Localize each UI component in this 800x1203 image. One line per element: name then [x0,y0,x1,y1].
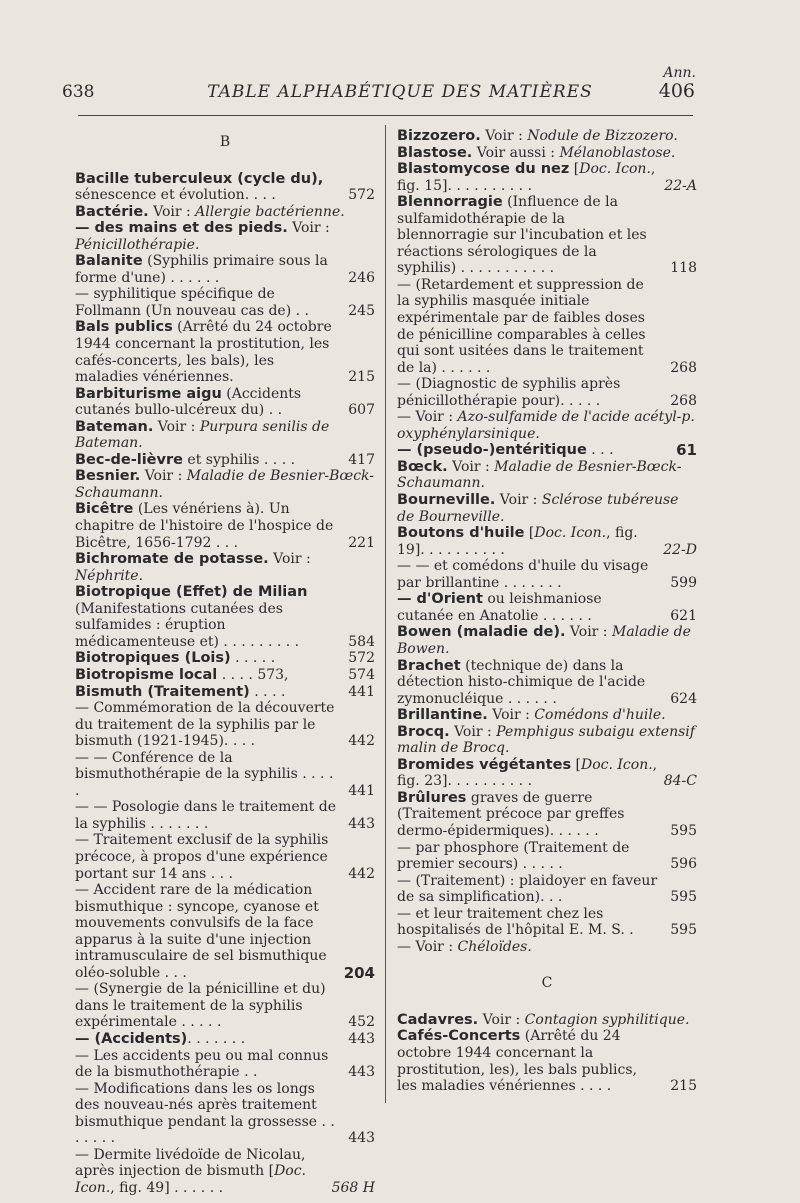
entry-text: — Les accidents peu ou mal connus de la bismuthothérapie . . [75,1047,329,1081]
entry-reference: Maladie de Besnier-Bœck-Schaumann. [397,458,682,492]
entry-text: (Influence de la sulfamidothérapie de la blennorragie sur l'incubation et les réactions sérologiques de la syphilis) . . . . . . . . . . . [397,194,647,277]
index-entry [75,1048,375,1081]
index-entry [75,204,375,221]
entry-text: . . . . . . . [187,1030,246,1047]
entry-keyword: Besnier. [75,468,141,485]
entry-keyword: Blennorragie [397,194,503,211]
entry-keyword: Bowen (maladie de). [397,624,566,641]
entry-text: — Dermite livédoïde de Nicolau, après injection de bismuth [ [75,1146,306,1180]
entry-page-number: 22-D [663,541,697,558]
entry-keyword: Barbiturisme aigu [75,385,222,402]
entry-text: , fig. 19]. . . . . . . . . . [397,525,638,558]
entry-page-number: 245 [348,302,375,319]
entry-text: — — et comédons d'huile du visage par brillantine . . . . . . . [397,558,649,591]
entry-keyword: Bateman. [75,418,154,435]
left-column [75,128,375,1196]
entry-keyword: Bec-de-lièvre [75,451,183,468]
entry-text: Voir : [478,1011,525,1028]
entry-page-number: 443 [348,1064,375,1081]
index-entry [75,667,375,684]
entry-keyword: Bicêtre [75,501,134,518]
entry-keyword: Bals publics [75,319,173,336]
index-entry [75,386,375,419]
entry-page-number: 568 H [331,1179,375,1196]
entry-reference: Pemphigus subaigu extensif malin de Brocq. [397,723,695,757]
entry-page-number: 61 [676,441,697,460]
page-header [0,65,800,112]
header-rule [78,115,693,116]
entry-page-number: 215 [670,1078,697,1095]
entry-reference: Comédons d'huile. [534,707,666,724]
page-number-right: 406 [658,80,695,102]
entry-page-number: 204 [343,963,375,982]
entry-text: . . . . [249,683,286,700]
entry-reference: Maladie de Bowen. [397,624,691,657]
entry-text: — (Synergie de la pénicilline et du) dans le traitement de la syphilis expérimentale . . . . . [75,981,326,1031]
entry-page-number: 599 [670,574,697,591]
index-entry [397,724,697,757]
entry-reference: Doc. Icon. [75,1163,307,1196]
entry-page-number: 443 [348,815,375,832]
entry-keyword: Brachet [397,657,461,674]
index-entry [75,981,375,1031]
index-entry [397,525,697,558]
index-entry [397,409,697,442]
entry-keyword: Boutons d'huile [397,525,525,542]
entry-keyword: Bismuth (Traitement) [75,683,250,700]
entry-keyword: Biotropisme local [75,666,218,683]
entry-reference: Mélanoblastose. [559,144,676,161]
index-entry [397,757,697,790]
index-entry [75,253,375,286]
entry-reference: Doc. Icon. [579,161,651,178]
entry-text: — (Diagnostic de syphilis après pénicillothérapie pour). . . . . [397,376,621,409]
entry-page-number: 572 [348,187,375,204]
entry-text: (Accidents cutanés bullo-ulcéreux du) . . [75,385,302,419]
entry-page-number: 624 [670,690,697,707]
entry-text: Voir aussi : [472,144,560,161]
entry-page-number: 246 [348,269,375,286]
index-entry [397,459,697,492]
entry-text: — (Traitement) : plaidoyer en faveur de sa simplification). . . [397,872,658,906]
entry-page-number: 84-C [663,773,697,790]
index-entry [75,882,375,981]
entry-text: (technique de) dans la détection histo-chimique de l'acide zymonucléique . . . . . . [397,657,646,707]
entry-text: — par phosphore (Traitement de premier secours) . . . . . [397,839,630,873]
entry-text: et syphilis . . . . [182,451,296,468]
index-entry [75,750,375,800]
entry-text: — — Posologie dans le traitement de la syphilis . . . . . . . [75,799,337,832]
entry-keyword: Bichromate de potasse. [75,551,269,568]
entry-text: graves de guerre (Traitement précoce par greffes dermo-épidermiques). . . . . . [397,789,625,839]
entry-keyword: Brûlures [397,789,467,806]
index-entry [397,624,697,657]
index-entry [397,658,697,708]
index-entry [75,419,375,452]
index-entry [75,1031,375,1048]
entry-reference: Pénicillothérapie. [75,236,200,253]
right-entry-list-c [397,1012,697,1095]
entry-page-number: 215 [348,369,375,386]
index-entry [75,1081,375,1147]
entry-text: — Commémoration de la découverte du traitement de la syphilis par le bismuth (1921-1945). . . . [75,700,335,750]
entry-keyword: — des mains et des pieds. [75,220,288,237]
index-entry [397,707,697,724]
index-entry [397,873,697,906]
entry-page-number: 22-A [664,177,697,194]
index-entry [397,939,697,956]
entry-text: Voir : [148,203,196,220]
entry-page-number: 595 [670,889,697,906]
entry-page-number: 572 [348,650,375,667]
entry-page-number: 452 [348,1014,375,1031]
entry-text: . . . [586,442,614,459]
section-letter-b: B [219,134,231,150]
entry-keyword: Bactérie. [75,203,149,220]
entry-text: — Traitement exclusif de la syphilis précoce, à propos d'une expérience portant sur 14 ans . . . [75,832,329,882]
entry-text: , fig. 15]. . . . . . . . . . [397,161,656,194]
section-letter-c: C [541,975,553,992]
entry-reference: Doc. Icon. [534,525,607,542]
entry-page-number: 442 [348,865,375,882]
entry-keyword: Blastose. [397,144,473,161]
entry-text: Voir : [140,468,187,485]
index-entry [75,832,375,882]
entry-reference: Nodule de Bizzozero. [527,128,678,144]
index-entry [397,161,697,194]
entry-reference: Chéloïdes. [457,938,532,955]
entry-keyword: Cafés-Concerts [397,1028,521,1045]
entry-text: , fig. 49] . . . . . . [110,1179,224,1196]
entry-page-number: 574 [348,666,375,683]
entry-reference: Doc. Icon. [581,756,653,773]
entry-text: — Accident rare de la médication bismuthique : syncope, cyanose et mouvements convulsifs de la face apparus à la suite d'une injection intramusculaire de sel bismuthique oléo-soluble . . . [75,882,327,981]
entry-text: [ [569,161,580,178]
index-entry [397,145,697,162]
entry-text: Voir : [268,551,311,568]
entry-text: , fig. 23]. . . . . . . . . . [397,756,658,790]
entry-page-number: 607 [348,402,375,419]
entry-text: Voir : [480,128,528,144]
left-entry-list [75,171,375,1197]
entry-keyword: Cadavres. [397,1011,479,1028]
entry-keyword: — d'Orient [397,591,483,608]
entry-keyword: — (pseudo-)entéritique [397,442,587,459]
index-entry [397,1028,697,1094]
entry-page-number: 595 [670,822,697,839]
entry-keyword: Bourneville. [397,492,496,509]
right-column [397,128,697,1095]
entry-reference: Azo-sulfamide de l'acide acétyl-p. oxyphénylarsinique. [397,409,695,442]
index-entry [397,442,697,459]
entry-text: (Arrêté du 24 octobre 1944 concernant la prostitution, les cafés-concerts, les bals), les maladies vénériennes. [75,319,332,386]
entry-page-number: 621 [670,607,697,624]
entry-page-number: 595 [670,922,697,939]
entry-keyword: Brillantine. [397,707,488,724]
entry-text: — syphilitique spécifique de Follmann (Un nouveau cas de) . . [75,286,309,319]
index-entry [75,319,375,385]
index-entry [75,220,375,253]
entry-page-number: 221 [348,534,375,551]
entry-text: — Voir : [397,409,458,426]
index-entry [75,650,375,667]
entry-text: (Syphilis primaire sous la forme d'une) . . . . . . [75,253,328,286]
entry-reference: Sclérose tubéreuse de Bourneville. [397,492,679,525]
index-entry [75,501,375,551]
entry-text: (Arrêté du 24 octobre 1944 concernant la prostitution, les), les bals publics, les maladies vénériennes . . . . [397,1028,637,1095]
entry-reference: Allergie bactérienne. [195,203,345,220]
entry-page-number: 584 [348,633,375,650]
entry-text: — Modifications dans les os longs des nouveau-nés après traitement bismuthique pendant la grossesse . . . . . . . [75,1080,335,1147]
entry-keyword: Bizzozero. [397,128,481,144]
entry-text: (Manifestations cutanées des sulfamides : éruption médicamenteuse et) . . . . . . . . . [75,600,300,650]
entry-text: — (Retardement et suppression de la syphilis masquée initiale expérimentale par de faibles doses de pénicilline comparables à celles qui sont usitées dans le traitement de la) . . . . . . [397,276,646,376]
index-entry [75,468,375,501]
entry-page-number: 268 [670,392,697,409]
index-entry [75,799,375,832]
index-entry [397,492,697,525]
index-entry [397,790,697,840]
entry-text: Voir : [565,624,612,641]
entry-keyword: Biotropiques (Lois) [75,650,231,667]
entry-reference: Contagion syphilitique. [524,1011,690,1028]
annotation-ann: Ann. [663,65,696,81]
entry-reference: Néphrite. [75,567,144,584]
entry-text: [ [524,525,535,542]
entry-page-number: 441 [348,782,375,799]
entry-page-number: 443 [348,1130,375,1147]
index-entry [397,376,697,409]
index-entry [397,840,697,873]
entry-text: . . . . 573, [217,666,289,683]
entry-page-number: 596 [670,856,697,873]
index-entry [75,452,375,469]
entry-text: [ [571,756,581,773]
entry-text: Voir : [449,723,497,740]
entry-page-number: 417 [348,451,375,468]
entry-page-number: 443 [348,1030,375,1047]
index-entry [397,277,697,376]
entry-text: (Les vénériens à). Un chapitre de l'histoire de l'hospice de Bicêtre, 1656-1792 . . . [75,501,334,551]
entry-reference: Purpura senilis de Bateman. [75,418,330,452]
index-entry [75,584,375,650]
index-entry [397,591,697,624]
index-entry [75,551,375,584]
entry-text: sénescence et évolution. . . . [75,187,276,204]
column-divider [385,125,386,1103]
index-entry [75,171,375,204]
entry-text: — Voir : [397,938,458,955]
index-entry [397,1012,697,1029]
running-title: TABLE ALPHABÉTIQUE DES MATIÈRES [207,82,593,102]
entry-keyword: Bacille tuberculeux (cycle du), [75,170,324,187]
entry-text: Voir : [153,418,200,435]
entry-keyword: Brocq. [397,723,450,740]
entry-keyword: Biotropique (Effet) de Milian [75,584,308,601]
entry-keyword: — (Accidents) [75,1030,188,1047]
page-number-left: 638 [62,82,95,102]
index-entry [75,286,375,319]
entry-text: Voir : [447,458,495,475]
index-entry [75,684,375,701]
index-entry [397,194,697,277]
entry-page-number: 442 [348,733,375,750]
entry-text: — et leur traitement chez les hospitalisés de l'hôpital E. M. S. . [397,905,634,939]
entry-keyword: Balanite [75,253,143,270]
entry-text: Voir : [287,220,330,237]
entry-text: Voir : [495,492,542,509]
entry-text: Voir : [487,707,535,724]
entry-page-number: 441 [348,683,375,700]
index-entry [397,906,697,939]
entry-text: — — Conférence de la bismuthothérapie de la syphilis . . . . . [75,749,334,799]
entry-reference: Maladie de Besnier-Bœck-Schaumann. [75,468,375,501]
entry-text: . . . . . [230,650,276,667]
index-entry [397,128,697,145]
entry-page-number: 118 [670,260,697,277]
entry-text: ou leishmaniose cutanée en Anatolie . . . . . . [397,591,602,624]
index-entry [397,558,697,591]
entry-keyword: Bœck. [397,458,448,475]
index-entry [75,700,375,750]
entry-keyword: Bromides végétantes [397,756,572,773]
right-entry-list [397,128,697,955]
entry-keyword: Blastomycose du nez [397,161,570,178]
entry-page-number: 268 [670,359,697,376]
index-entry [75,1147,375,1197]
